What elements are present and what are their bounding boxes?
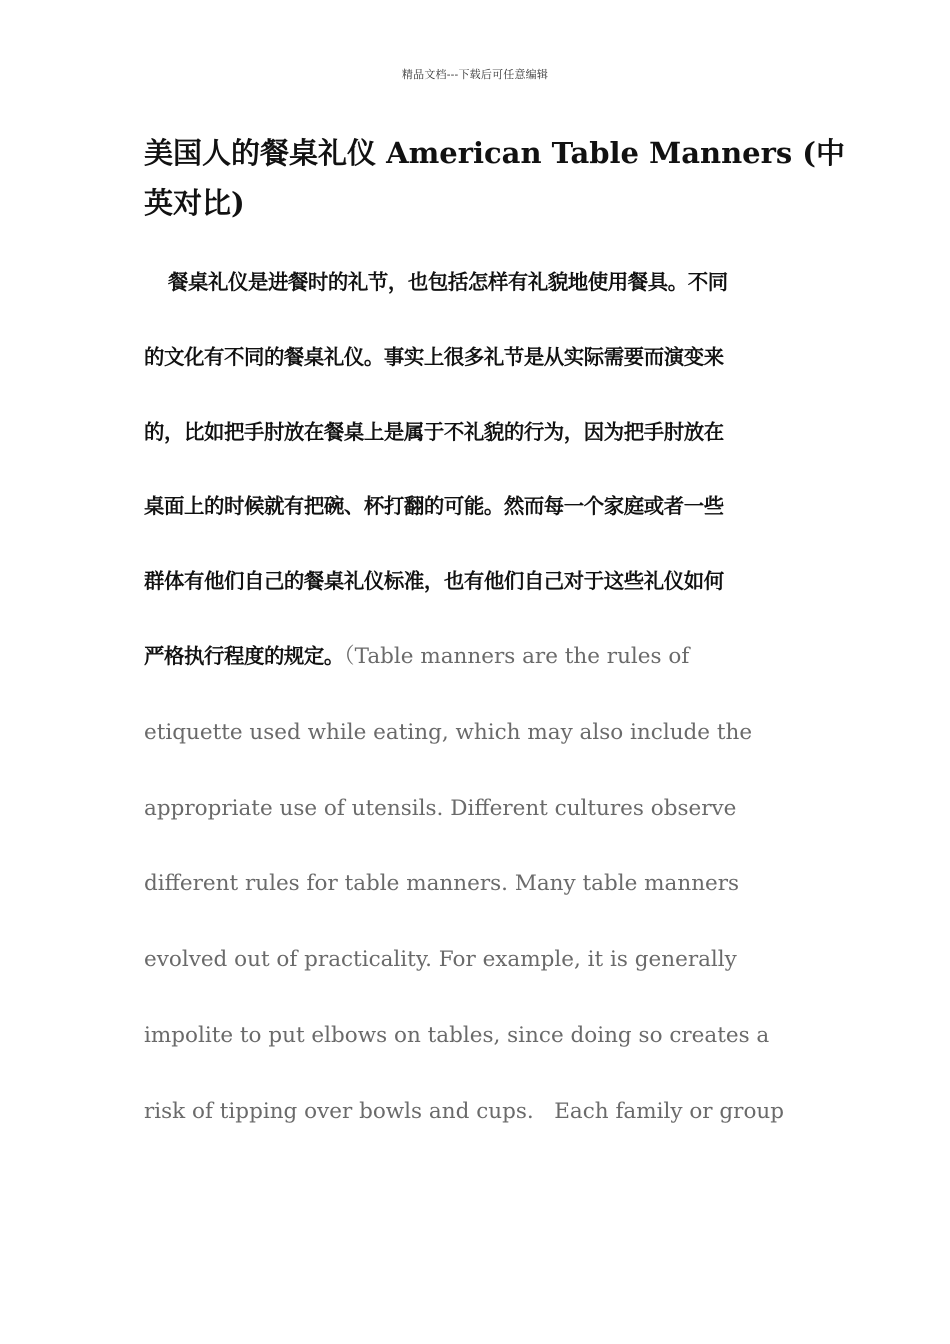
- page-header: 精品文档---下载后可任意编辑: [401, 68, 549, 81]
- paragraph-line: [144, 469, 796, 544]
- chinese-text: 的，比如把手肘放在餐桌上是属于不礼貌的行为，因为把手肘放在: [144, 419, 724, 444]
- english-text: risk of tipping over bowls and cups. Each family or group: [144, 1098, 784, 1124]
- title-line: 美国人的餐桌礼仪 American Table Manners (中: [144, 136, 846, 170]
- english-text: etiquette used while eating, which may also include the: [144, 719, 753, 745]
- chinese-text: 严格执行程度的规定。: [144, 643, 344, 668]
- paragraph-line: [144, 1074, 796, 1150]
- paragraph-line: [144, 922, 796, 998]
- paragraph-line: [144, 695, 796, 771]
- english-text: evolved out of practicality. For example, it is generally: [144, 947, 737, 973]
- chinese-text: 的文化有不同的餐桌礼仪。事实上很多礼节是从实际需要而演变来: [144, 344, 724, 369]
- paragraph-line: [144, 846, 796, 922]
- title-line: 英对比): [144, 186, 245, 220]
- english-text: different rules for table manners. Many table manners: [144, 871, 740, 897]
- chinese-text: 群体有他们自己的餐桌礼仪标准，也有他们自己对于这些礼仪如何: [144, 569, 724, 594]
- english-text: （Table manners are the rules of: [343, 643, 690, 669]
- paragraph-line: [144, 544, 796, 619]
- english-text: impolite to put elbows on tables, since doing so creates a: [144, 1022, 770, 1048]
- chinese-text: 餐桌礼仪是进餐时的礼节，也包括怎样有礼貌地使用餐具。不同: [168, 270, 728, 294]
- paragraph-line: [144, 998, 796, 1074]
- document-title: [144, 128, 846, 228]
- body-paragraph: [144, 245, 796, 1150]
- paragraph-line: [144, 395, 796, 470]
- english-text: appropriate use of utensils. Different cultures observe: [144, 795, 737, 821]
- paragraph-line: [144, 619, 796, 695]
- paragraph-line: [144, 771, 796, 847]
- paragraph-line: [144, 245, 796, 320]
- paragraph-line: [144, 320, 796, 395]
- chinese-text: 桌面上的时候就有把碗、杯打翻的可能。然而每一个家庭或者一些: [144, 494, 724, 519]
